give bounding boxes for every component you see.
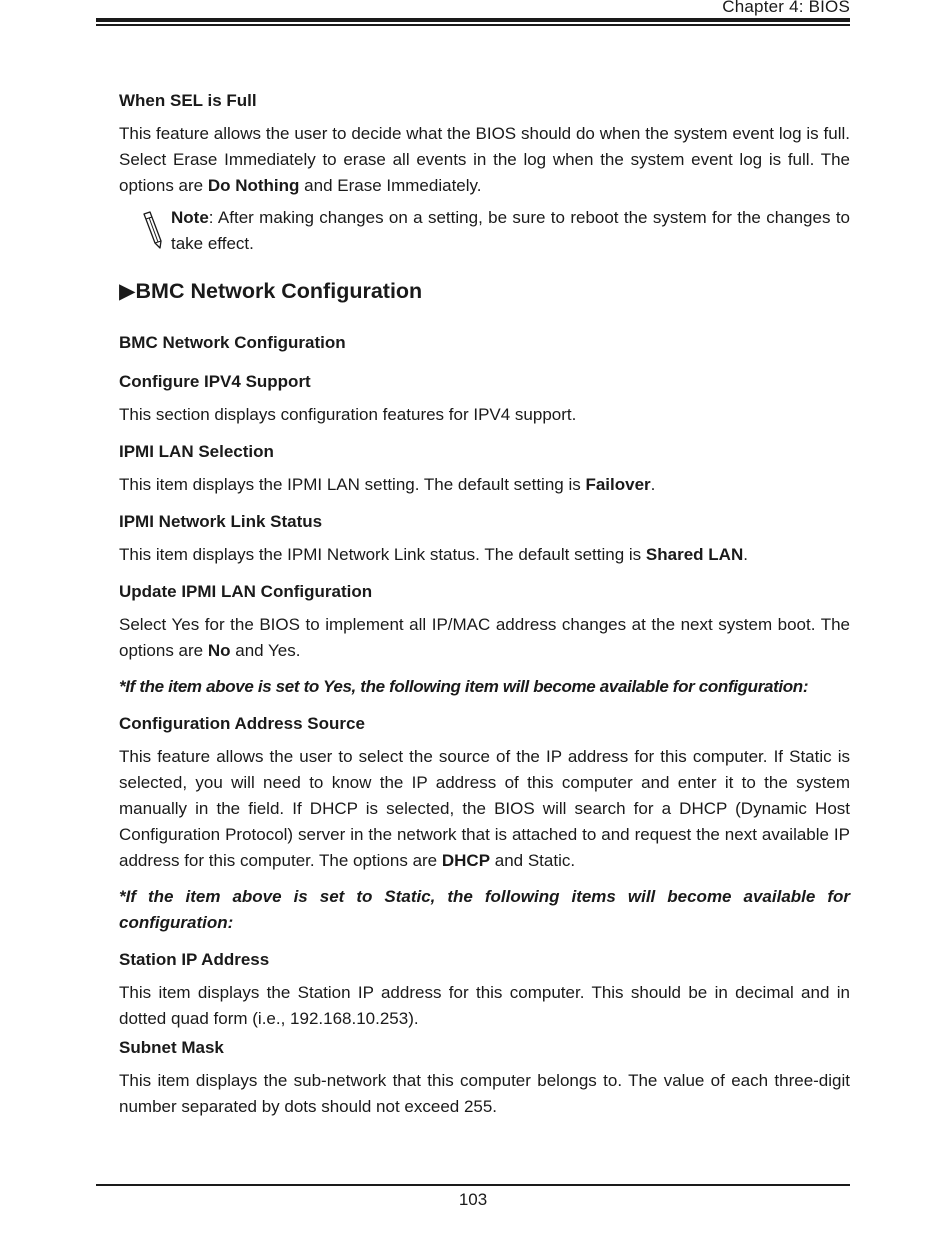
subnet-heading: Subnet Mask: [119, 1038, 224, 1057]
lan-selection-body: [119, 472, 850, 498]
bmc-section-title: ▶BMC Network Configuration: [119, 279, 423, 303]
page-content: [119, 89, 850, 1130]
address-source-body: [119, 744, 850, 874]
link-status-end: .: [743, 545, 748, 564]
chapter-header: Chapter 4: BIOS: [722, 0, 850, 16]
sel-body: [119, 121, 850, 199]
lan-selection-heading: IPMI LAN Selection: [119, 442, 274, 461]
sel-heading: When SEL is Full: [119, 91, 257, 110]
link-status-heading: IPMI Network Link Status: [119, 512, 323, 531]
update-lan-heading: Update IPMI LAN Configuration: [119, 582, 373, 601]
note-body: : After making changes on a setting, be sure to reboot the system for the changes to take effect.: [171, 208, 850, 253]
static-condition-note: *If the item above is set to Static, the following items will become available for configuration:: [119, 887, 850, 932]
link-status-text: This item displays the IPMI Network Link status. The default setting is: [119, 545, 646, 564]
sel-default-option: Do Nothing: [207, 176, 300, 195]
lan-selection-text: This item displays the IPMI LAN setting. The default setting is: [119, 475, 586, 494]
station-ip-body: This item displays the Station IP address for this computer. This should be in decimal and in dotted quad form (i.e., 192.168.10.253).: [119, 983, 850, 1028]
link-status-default: Shared LAN: [645, 545, 744, 564]
ipv4-heading: Configure IPV4 Support: [119, 372, 311, 391]
link-status-body: [119, 542, 850, 568]
header-rule-thin: [96, 24, 850, 26]
sel-body-text: This feature allows the user to decide what the BIOS should do when the system event log is full. Select Erase Immediately to erase all events in the log when the system event log is full. The options are: [119, 124, 850, 195]
footer-rule: [96, 1184, 850, 1186]
lan-selection-end: .: [650, 475, 656, 494]
update-lan-body: [119, 612, 850, 664]
address-source-default: DHCP: [441, 851, 491, 870]
address-source-end: and Static.: [490, 851, 576, 870]
bmc-sub-heading: BMC Network Configuration: [119, 333, 346, 352]
subnet-body: This item displays the sub-network that this computer belongs to. The value of each three-digit number separated by dots should not exceed 255.: [119, 1071, 850, 1116]
ipv4-body: This section displays configuration features for IPV4 support.: [119, 405, 577, 424]
station-ip-heading: Station IP Address: [119, 950, 270, 969]
update-lan-end: and Yes.: [230, 641, 301, 660]
note-label: Note: [171, 208, 209, 227]
pencil-icon: [141, 211, 165, 249]
sel-body-text-end: and Erase Immediately.: [299, 176, 482, 195]
header-rule-thick: [96, 18, 850, 22]
lan-selection-default: Failover: [585, 475, 651, 494]
update-lan-default: No: [207, 641, 231, 660]
note-block: [119, 205, 850, 257]
page-number: 103: [458, 1190, 488, 1209]
address-source-heading: Configuration Address Source: [119, 714, 365, 733]
yes-condition-note: *If the item above is set to Yes, the following item will become available for configuration:: [119, 677, 809, 696]
update-lan-text: Select Yes for the BIOS to implement all IP/MAC address changes at the next system boot. The options are: [119, 615, 850, 660]
address-source-text: This feature allows the user to select the source of the IP address for this computer. If Static is selected, you will need to know the IP address of this computer and enter it to the system manually in the field. If DHCP is selected, the BIOS will search for a DHCP (Dynamic Host Configuration Protocol) server in the network that is attached to and request the next available IP address for this computer. The options are: [119, 747, 850, 870]
note-text: [171, 205, 850, 257]
